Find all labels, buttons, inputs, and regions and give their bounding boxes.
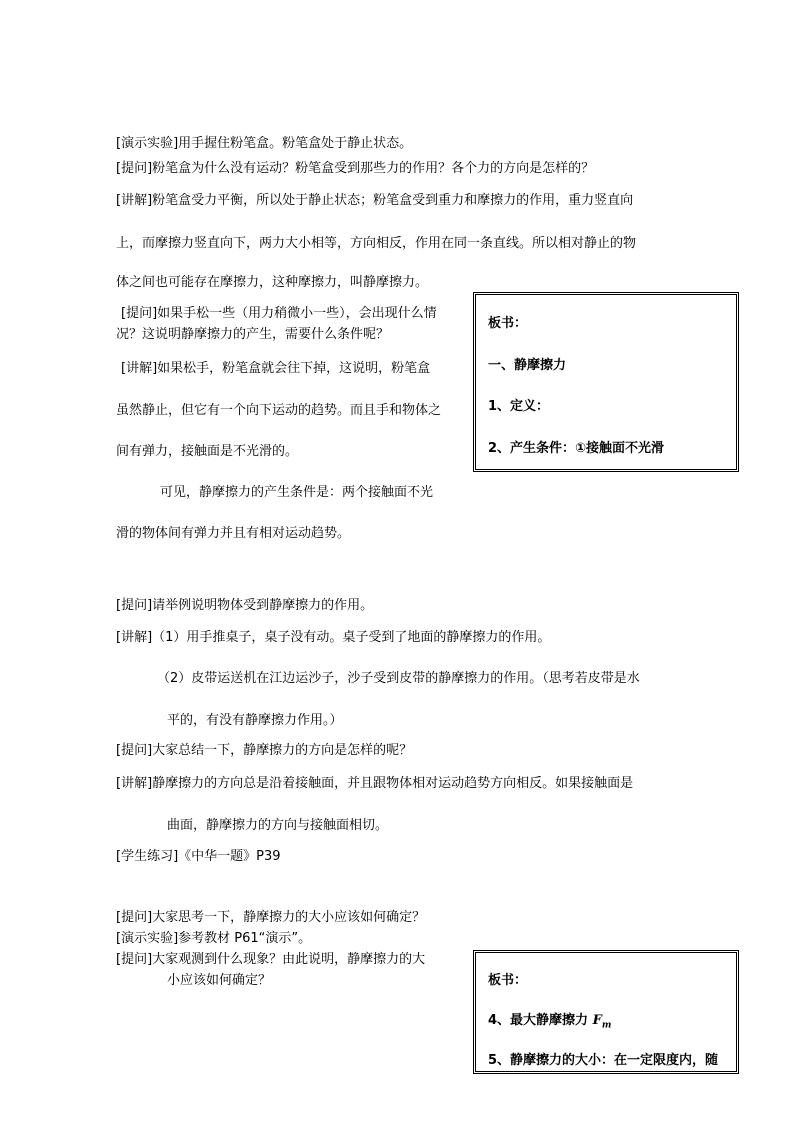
board-line-text: 4、最大静摩擦力 [488, 1013, 593, 1028]
para-explain-2-cont2: 间有弹力，接触面是不光滑的。 [116, 444, 299, 459]
para-example-2: （2）皮带运送机在江边运沙子，沙子受到皮带的静摩擦力的作用。（思考若皮带是水 [157, 671, 640, 686]
para-text: 大家观测到什么现象？由此说明，静摩擦力的大 [152, 952, 426, 967]
para-explain-3 [116, 630, 550, 646]
para-text: 用手握住粉笔盒。粉笔盒处于静止状态。 [178, 136, 413, 151]
para-question-3 [116, 598, 373, 614]
para-explain-4 [116, 776, 633, 792]
tag-question: [提问] [116, 598, 153, 613]
para-explain-1-cont: 上，而摩擦力竖直向下，两力大小相等，方向相反，作用在同一条直线。所以相对静止的物 [116, 236, 637, 251]
para-practice [116, 849, 281, 865]
tag-demo: [演示实验] [116, 136, 179, 151]
para-text: 大家思考一下，静摩擦力的大小应该如何确定？ [152, 910, 426, 925]
para-text: 如果松手，粉笔盒就会往下掉，这说明，粉笔盒 [157, 361, 431, 376]
para-text: 参考教材 P61“演示”。 [178, 931, 312, 946]
max-friction-subscript: m [601, 1020, 612, 1031]
board-line [488, 1013, 611, 1034]
tag-demo: [演示实验] [116, 931, 179, 946]
para-question-2 [121, 306, 437, 322]
board-line: 5、静摩擦力的大小：在一定限度内，随 [488, 1053, 719, 1068]
para-text: 静摩擦力的方向总是沿着接触面，并且跟物体相对运动趋势方向相反。如果接触面是 [152, 776, 634, 791]
board-line: 1、定义： [488, 399, 550, 414]
para-demo-2 [116, 931, 311, 947]
para-text: 如果手松一些（用力稍微小一些），会出现什么情 [157, 306, 437, 321]
para-explain-2-cont: 虽然静止，但它有一个向下运动的趋势。而且手和物体之 [116, 403, 442, 418]
para-question-2-cont: 况？这说明静摩擦力的产生，需要什么条件呢？ [116, 327, 390, 342]
board-title: 板书： [488, 973, 528, 988]
para-text: 粉笔盒受力平衡，所以处于静止状态；粉笔盒受到重力和摩擦力的作用，重力竖直向 [152, 193, 634, 208]
tag-explain: [讲解] [121, 361, 158, 376]
para-explain-1-cont2: 体之间也可能存在摩擦力，这种摩擦力，叫静摩擦力。 [116, 275, 429, 290]
para-question-4 [116, 743, 412, 759]
tag-question: [提问] [116, 743, 153, 758]
tag-question: [提问] [116, 952, 153, 967]
para-question-6 [116, 952, 425, 968]
para-question-1 [116, 161, 594, 177]
para-text: 大家总结一下，静摩擦力的方向是怎样的呢？ [152, 743, 413, 758]
tag-question: [提问] [121, 306, 158, 321]
blackboard-box-2 [473, 950, 739, 1074]
para-question-6-cont: 小应该如何确定？ [167, 973, 272, 988]
blackboard-box-1 [473, 292, 739, 472]
tag-explain: [讲解] [116, 193, 153, 208]
para-text: 粉笔盒为什么没有运动？粉笔盒受到那些力的作用？各个力的方向是怎样的？ [152, 161, 595, 176]
para-example-2-cont: 平的，有没有静摩擦力作用。） [167, 713, 343, 728]
tag-practice: [学生练习] [116, 849, 179, 864]
para-conclusion: 可见，静摩擦力的产生条件是：两个接触面不光 [160, 485, 434, 500]
para-text: 《中华一题》P39 [178, 849, 281, 864]
para-text: （1）用手推桌子，桌子没有动。桌子受到了地面的静摩擦力的作用。 [152, 630, 551, 645]
para-question-5 [116, 910, 425, 926]
para-explain-4-cont: 曲面，静摩擦力的方向与接触面相切。 [167, 818, 389, 833]
tag-explain: [讲解] [116, 630, 153, 645]
max-friction-symbol: F [592, 1013, 602, 1028]
tag-explain: [讲解] [116, 776, 153, 791]
board-line: 2、产生条件：①接触面不光滑 [488, 441, 665, 456]
board-line: 一、静摩擦力 [488, 358, 567, 373]
tag-question: [提问] [116, 910, 153, 925]
para-text: 请举例说明物体受到静摩擦力的作用。 [152, 598, 374, 613]
para-explain-1 [116, 193, 633, 209]
para-explain-2 [121, 361, 430, 377]
para-demo-1 [116, 136, 412, 152]
tag-question: [提问] [116, 161, 153, 176]
board-title: 板书： [488, 316, 528, 331]
para-conclusion-cont: 滑的物体间有弹力并且有相对运动趋势。 [116, 526, 351, 541]
